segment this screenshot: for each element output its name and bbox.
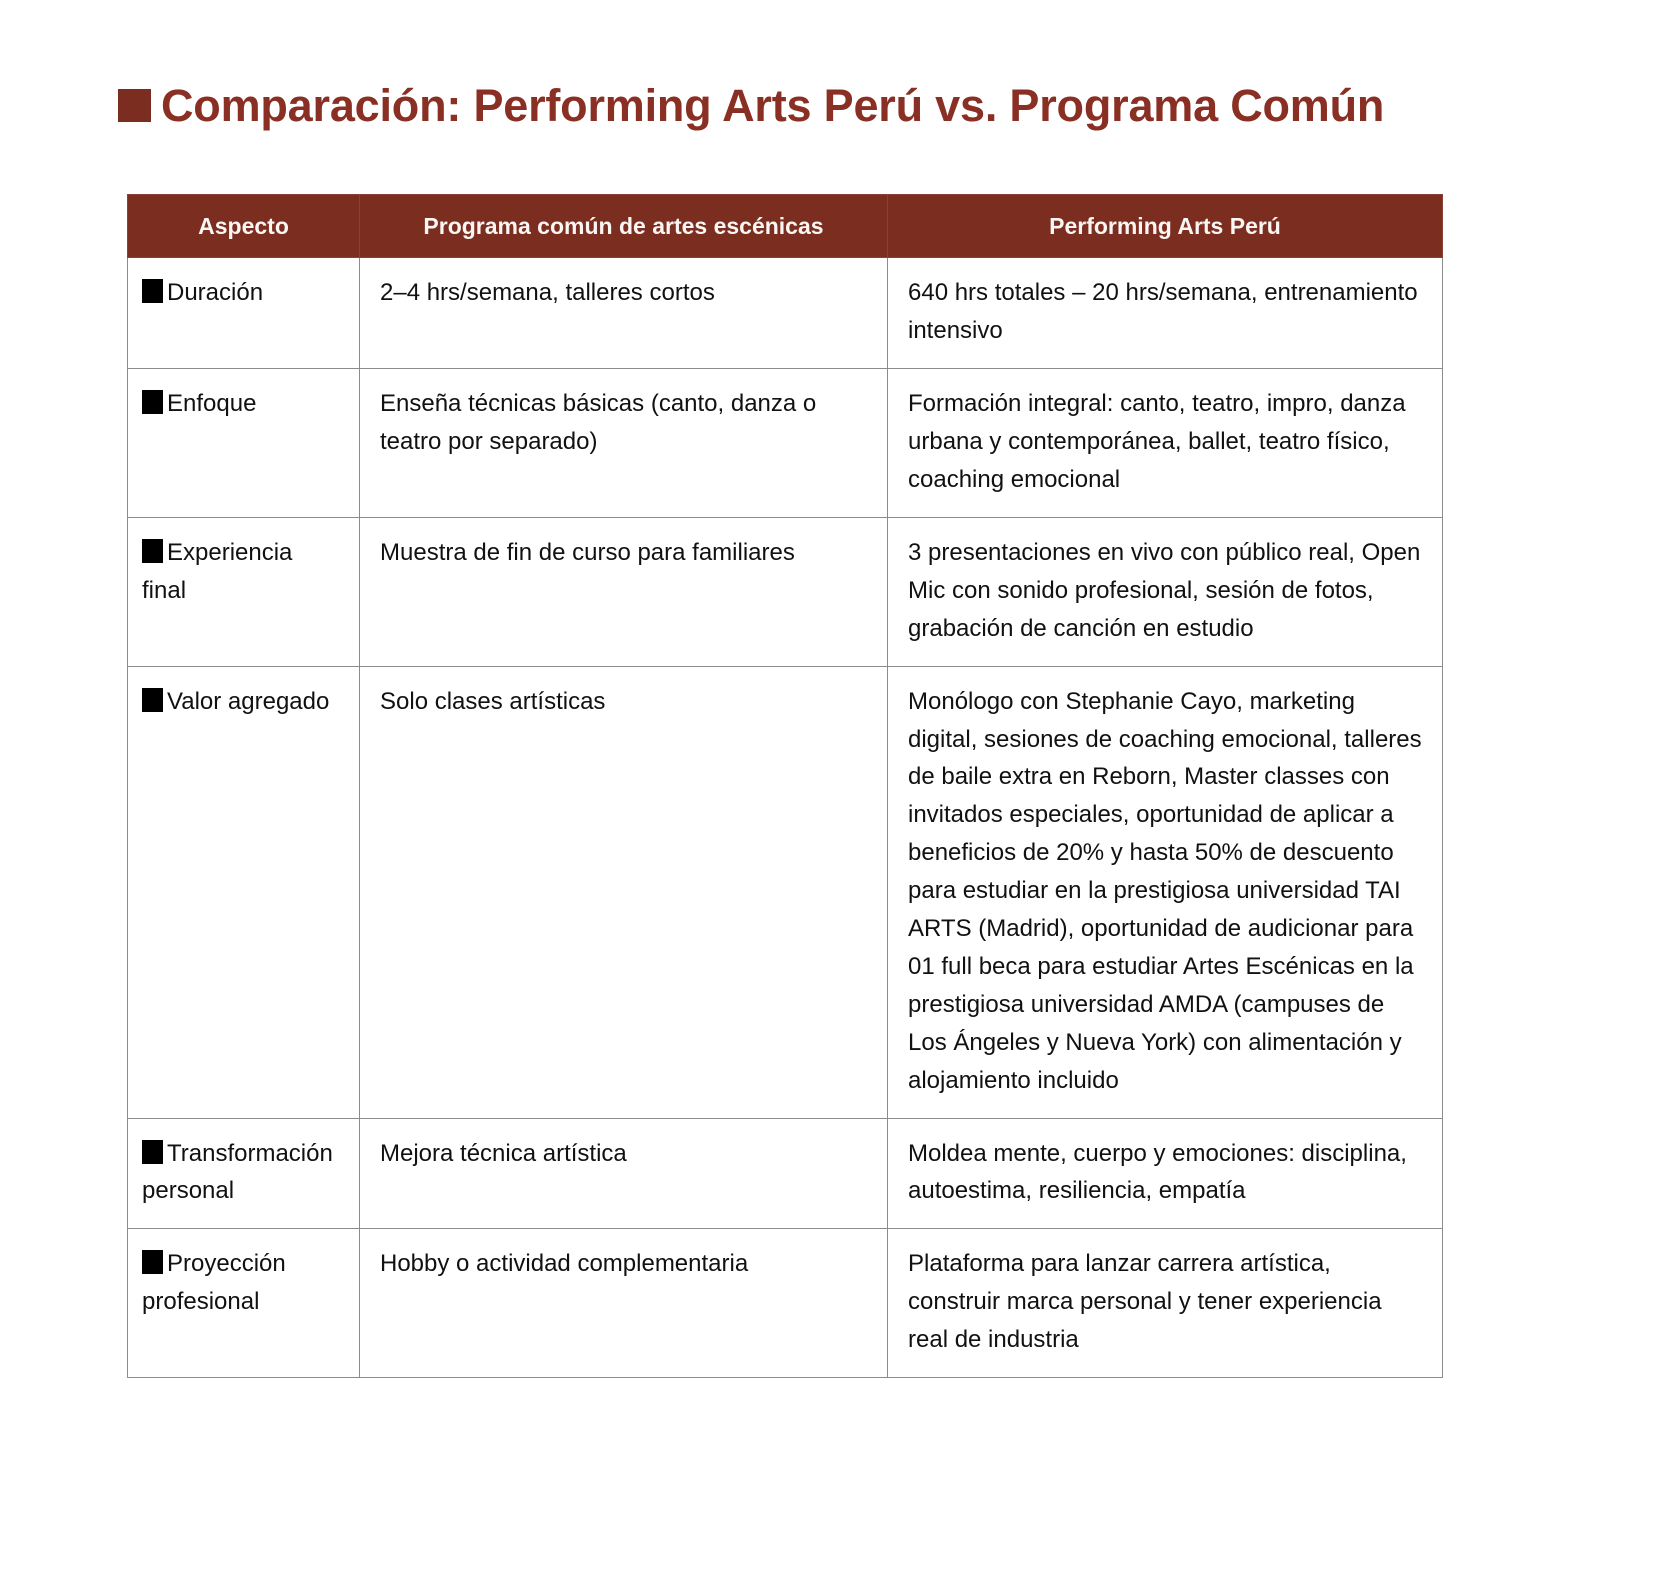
cell-common: Mejora técnica artística	[360, 1118, 888, 1229]
cell-common: 2–4 hrs/semana, talleres cortos	[360, 258, 888, 369]
column-header-programa-comun: Programa común de artes escénicas	[360, 195, 888, 258]
cell-aspect: Enfoque	[128, 369, 360, 518]
cell-aspect: Valor agregado	[128, 666, 360, 1118]
cell-common: Muestra de fin de curso para familiares	[360, 517, 888, 666]
table-row	[128, 1229, 1443, 1378]
cell-pap: 3 presentaciones en vivo con público real, Open Mic con sonido profesional, sesión de fotos, grabación de canción en estudio	[888, 517, 1443, 666]
cell-pap: Plataforma para lanzar carrera artística, construir marca personal y tener experiencia real de industria	[888, 1229, 1443, 1378]
title-bullet-square-icon	[118, 89, 151, 122]
cell-pap: Formación integral: canto, teatro, impro, danza urbana y contemporánea, ballet, teatro físico, coaching emocional	[888, 369, 1443, 518]
table-row	[128, 1118, 1443, 1229]
row-bullet-square-icon	[142, 688, 163, 712]
cell-aspect: Experiencia final	[128, 517, 360, 666]
row-bullet-square-icon	[142, 539, 163, 563]
table-row	[128, 369, 1443, 518]
column-header-aspecto: Aspecto	[128, 195, 360, 258]
cell-common: Hobby o actividad complementaria	[360, 1229, 888, 1378]
row-bullet-square-icon	[142, 390, 163, 414]
table-header-row	[128, 195, 1443, 258]
page-title-text: Comparación: Performing Arts Perú vs. Programa Común	[161, 80, 1385, 131]
cell-pap: Monólogo con Stephanie Cayo, marketing digital, sesiones de coaching emocional, talleres de baile extra en Reborn, Master classes con invitados especiales, oportunidad de aplicar a beneficios de 20% y hasta 50% de descuento para estudiar en la prestigiosa universidad TAI ARTS (Madrid), oportunidad de audicionar para 01 full beca para estudiar Artes Escénicas en la prestigiosa universidad AMDA (campuses de Los Ángeles y Nueva York) con alimentación y alojamiento incluido	[888, 666, 1443, 1118]
cell-aspect: Transformación personal	[128, 1118, 360, 1229]
row-bullet-square-icon	[142, 279, 163, 303]
cell-common: Solo clases artísticas	[360, 666, 888, 1118]
page-title	[118, 82, 1384, 129]
cell-pap: 640 hrs totales – 20 hrs/semana, entrenamiento intensivo	[888, 258, 1443, 369]
table-row	[128, 517, 1443, 666]
row-bullet-square-icon	[142, 1140, 163, 1164]
cell-aspect: Proyección profesional	[128, 1229, 360, 1378]
cell-common: Enseña técnicas básicas (canto, danza o teatro por separado)	[360, 369, 888, 518]
column-header-performing-arts-peru: Performing Arts Perú	[888, 195, 1443, 258]
cell-aspect: Duración	[128, 258, 360, 369]
table-row	[128, 258, 1443, 369]
row-bullet-square-icon	[142, 1250, 163, 1274]
table-row	[128, 666, 1443, 1118]
cell-pap: Moldea mente, cuerpo y emociones: disciplina, autoestima, resiliencia, empatía	[888, 1118, 1443, 1229]
comparison-table	[127, 194, 1443, 1378]
